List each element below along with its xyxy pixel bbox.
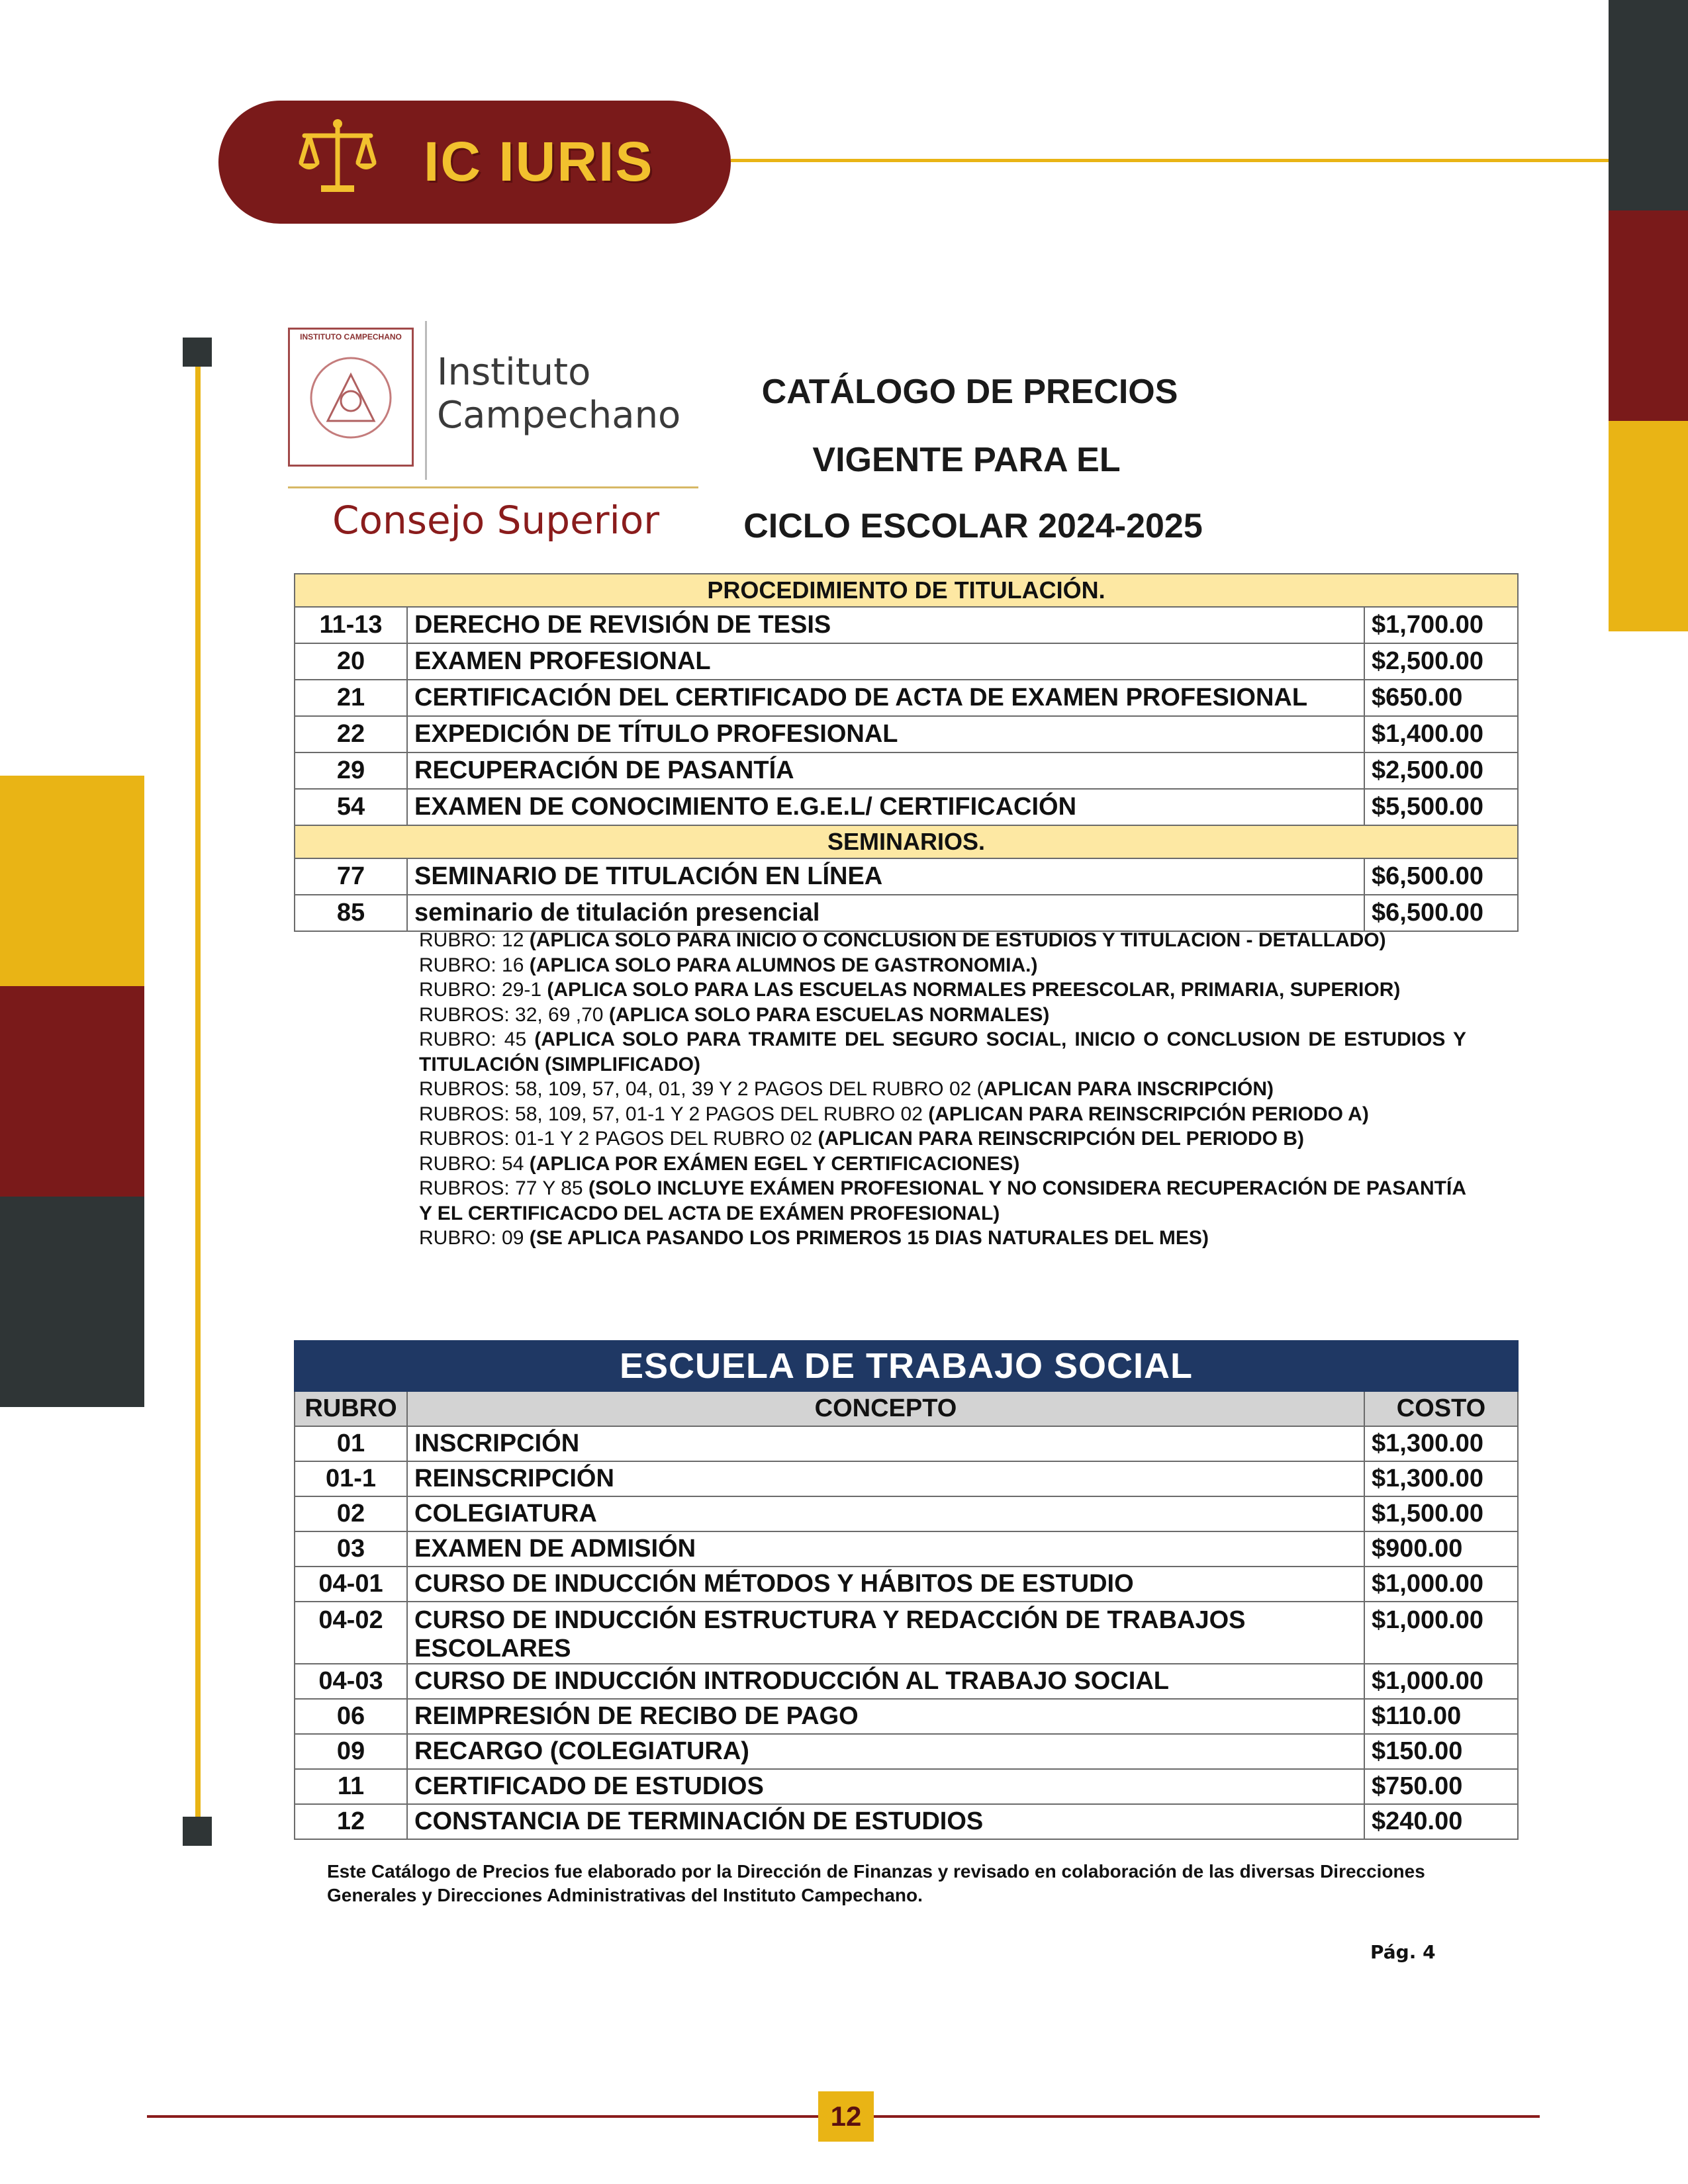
row-price: $1,300.00	[1364, 1461, 1518, 1496]
title-line-3: CICLO ESCOLAR 2024-2025	[743, 507, 1203, 545]
deco-block-right-gold	[1609, 421, 1688, 631]
note-detail: (APLICA SOLO PARA LAS ESCUELAS NORMALES PREESCOLAR, PRIMARIA, SUPERIOR)	[547, 979, 1401, 1001]
note-prefix: RUBRO: 29-1	[419, 979, 547, 1001]
row-concept: REIMPRESIÓN DE RECIBO DE PAGO	[407, 1699, 1364, 1734]
page-label: Pág. 4	[1370, 1941, 1436, 1963]
table-row	[295, 680, 1518, 716]
row-code: 04-03	[295, 1664, 407, 1699]
note-prefix: RUBROS: 77 Y 85	[419, 1177, 589, 1199]
row-price: $1,000.00	[1364, 1602, 1518, 1664]
footer-note: Este Catálogo de Precios fue elaborado por la Dirección de Finanzas y revisado en colaboración de las diversas Direcciones Generales y Direcciones Administrativas del Instituto Campechano.	[327, 1861, 1425, 1905]
row-code: 54	[295, 789, 407, 825]
row-price: $750.00	[1364, 1769, 1518, 1804]
deco-block-right-maroon	[1609, 210, 1688, 421]
table-row	[295, 789, 1518, 825]
table-row	[295, 1769, 1518, 1804]
deco-block-left-dark	[0, 1197, 144, 1407]
table-row	[295, 858, 1518, 895]
row-concept: RECARGO (COLEGIATURA)	[407, 1734, 1364, 1769]
table-row	[295, 607, 1518, 643]
row-code: 01	[295, 1426, 407, 1461]
table-row	[295, 1496, 1518, 1531]
row-price: $2,500.00	[1364, 643, 1518, 680]
row-code: 11-13	[295, 607, 407, 643]
note-line	[419, 953, 1466, 978]
row-price: $1,500.00	[1364, 1496, 1518, 1531]
note-line	[419, 1152, 1466, 1177]
row-code: 22	[295, 716, 407, 752]
row-concept: SEMINARIO DE TITULACIÓN EN LÍNEA	[407, 858, 1364, 895]
table-header-row	[295, 1391, 1518, 1426]
table-row	[295, 895, 1518, 931]
row-code: 77	[295, 858, 407, 895]
seal-text: INSTITUTO CAMPECHANO	[300, 332, 402, 341]
table-row	[295, 1567, 1518, 1602]
row-price: $2,500.00	[1364, 752, 1518, 789]
row-concept: EXAMEN DE ADMISIÓN	[407, 1531, 1364, 1567]
table-row	[295, 1734, 1518, 1769]
note-line	[419, 978, 1466, 1003]
row-code: 04-01	[295, 1567, 407, 1602]
row-price: $900.00	[1364, 1531, 1518, 1567]
table-row	[295, 1804, 1518, 1839]
deco-block-right-dark	[1609, 0, 1688, 210]
row-concept: INSCRIPCIÓN	[407, 1426, 1364, 1461]
logo-underline	[288, 486, 698, 488]
note-detail: (APLICA SOLO PARA TRAMITE DEL SEGURO SOCIAL, INICIO O CONCLUSION DE ESTUDIOS Y TITULACIÓN (SIMPLIFICADO)	[419, 1028, 1466, 1075]
row-concept: CONSTANCIA DE TERMINACIÓN DE ESTUDIOS	[407, 1804, 1364, 1839]
row-code: 04-02	[295, 1602, 407, 1664]
row-code: 06	[295, 1699, 407, 1734]
note-prefix: RUBRO: 54	[419, 1152, 530, 1175]
note-prefix: RUBROS: 32, 69 ,70	[419, 1003, 609, 1026]
table-row	[295, 1426, 1518, 1461]
row-code: 20	[295, 643, 407, 680]
row-price: $1,000.00	[1364, 1567, 1518, 1602]
row-concept: CERTIFICACIÓN DEL CERTIFICADO DE ACTA DE EXAMEN PROFESIONAL	[407, 680, 1364, 716]
table-row	[295, 1461, 1518, 1496]
note-line	[419, 1027, 1466, 1077]
row-price: $1,300.00	[1364, 1426, 1518, 1461]
note-prefix: RUBRO: 16	[419, 954, 530, 976]
institute-seal	[288, 328, 414, 467]
footer-rule-left	[147, 2115, 818, 2118]
logo-name-line2: Campechano	[437, 394, 681, 437]
row-concept: EXAMEN DE CONOCIMIENTO E.G.E.L/ CERTIFICACIÓN	[407, 789, 1364, 825]
table-row	[295, 1664, 1518, 1699]
deco-block-left-maroon	[0, 986, 144, 1197]
row-concept: EXAMEN PROFESIONAL	[407, 643, 1364, 680]
note-line	[419, 928, 1466, 953]
row-code: 21	[295, 680, 407, 716]
note-line	[419, 1003, 1466, 1028]
deco-block-left-gold	[0, 776, 144, 986]
row-price: $110.00	[1364, 1699, 1518, 1734]
table-row	[295, 643, 1518, 680]
row-concept: DERECHO DE REVISIÓN DE TESIS	[407, 607, 1364, 643]
section-title: PROCEDIMIENTO DE TITULACIÓN.	[295, 574, 1518, 607]
row-code: 02	[295, 1496, 407, 1531]
row-price: $1,400.00	[1364, 716, 1518, 752]
table-banner-row	[295, 1341, 1518, 1391]
note-detail: (APLICA SOLO PARA INICIO O CONCLUSION DE ESTUDIOS Y TITULACION - DETALLADO)	[529, 929, 1386, 951]
titulacion-table	[294, 573, 1519, 932]
row-concept: REINSCRIPCIÓN	[407, 1461, 1364, 1496]
row-code: 12	[295, 1804, 407, 1839]
row-price: $6,500.00	[1364, 895, 1518, 931]
note-detail: (SE APLICA PASANDO LOS PRIMEROS 15 DIAS NATURALES DEL MES)	[529, 1227, 1209, 1249]
section-header-row	[295, 574, 1518, 607]
table-row	[295, 716, 1518, 752]
row-price: $650.00	[1364, 680, 1518, 716]
row-concept: seminario de titulación presencial	[407, 895, 1364, 931]
row-code: 29	[295, 752, 407, 789]
table-row	[295, 1531, 1518, 1567]
note-detail: (APLICA POR EXÁMEN EGEL Y CERTIFICACIONES)	[529, 1152, 1020, 1175]
row-concept: CURSO DE INDUCCIÓN MÉTODOS Y HÁBITOS DE ESTUDIO	[407, 1567, 1364, 1602]
scales-of-justice-icon	[295, 116, 381, 202]
page-number: 12	[818, 2091, 874, 2142]
row-concept: RECUPERACIÓN DE PASANTÍA	[407, 752, 1364, 789]
footer-rule-right	[874, 2115, 1540, 2118]
note-detail: (APLICAN PARA REINSCRIPCIÓN PERIODO A)	[928, 1103, 1369, 1125]
row-price: $150.00	[1364, 1734, 1518, 1769]
note-line	[419, 1102, 1466, 1127]
row-price: $1,700.00	[1364, 607, 1518, 643]
column-header-costo: COSTO	[1364, 1391, 1518, 1426]
note-prefix: RUBRO: 12	[419, 929, 530, 951]
row-concept: CURSO DE INDUCCIÓN ESTRUCTURA Y REDACCIÓN DE TRABAJOS ESCOLARES	[407, 1602, 1364, 1664]
note-detail: APLICAN PARA INSCRIPCIÓN)	[983, 1078, 1274, 1100]
section-header-row	[295, 825, 1518, 858]
table-row	[295, 1699, 1518, 1734]
note-prefix: RUBROS: 01-1 Y 2 PAGOS DEL RUBRO 02	[419, 1128, 818, 1150]
logo-subtitle: Consejo Superior	[332, 498, 660, 543]
row-concept: COLEGIATURA	[407, 1496, 1364, 1531]
row-code: 01-1	[295, 1461, 407, 1496]
note-line	[419, 1176, 1466, 1226]
rail-marker-top	[183, 338, 212, 367]
header-rule	[731, 159, 1609, 162]
note-line	[419, 1077, 1466, 1102]
note-detail: (APLICA SOLO PARA ALUMNOS DE GASTRONOMIA.)	[529, 954, 1038, 976]
note-prefix: RUBRO: 45	[419, 1028, 535, 1050]
row-code: 85	[295, 895, 407, 931]
row-price: $6,500.00	[1364, 858, 1518, 895]
brand-title: IC IURIS	[424, 130, 654, 193]
note-detail: (SOLO INCLUYE EXÁMEN PROFESIONAL Y NO CONSIDERA RECUPERACIÓN DE PASANTÍA Y EL CERTIFICACDO DEL ACTA DE EXÁMEN PROFESIONAL)	[419, 1177, 1466, 1224]
left-rail	[195, 351, 201, 1827]
row-concept: CERTIFICADO DE ESTUDIOS	[407, 1769, 1364, 1804]
notes-block	[419, 928, 1466, 1251]
row-price: $1,000.00	[1364, 1664, 1518, 1699]
section-title: SEMINARIOS.	[295, 825, 1518, 858]
trabajo-social-table	[294, 1340, 1519, 1840]
table-banner: ESCUELA DE TRABAJO SOCIAL	[295, 1341, 1518, 1391]
title-line-2: VIGENTE PARA EL	[812, 441, 1121, 479]
seal-emblem	[301, 348, 400, 447]
note-line	[419, 1226, 1466, 1251]
logo-name-line1: Instituto	[437, 351, 591, 394]
table-row	[295, 1602, 1518, 1664]
table-row	[295, 752, 1518, 789]
note-prefix: RUBROS: 58, 109, 57, 01-1 Y 2 PAGOS DEL RUBRO 02	[419, 1103, 929, 1125]
logo-divider	[425, 321, 427, 480]
row-code: 03	[295, 1531, 407, 1567]
row-concept: EXPEDICIÓN DE TÍTULO PROFESIONAL	[407, 716, 1364, 752]
row-price: $5,500.00	[1364, 789, 1518, 825]
column-header-concepto: CONCEPTO	[407, 1391, 1364, 1426]
title-line-1: CATÁLOGO DE PRECIOS	[761, 373, 1178, 411]
rail-marker-bottom	[183, 1817, 212, 1846]
note-prefix: RUBROS: 58, 109, 57, 04, 01, 39 Y 2 PAGOS DEL RUBRO 02 (	[419, 1078, 984, 1100]
column-header-rubro: RUBRO	[295, 1391, 407, 1426]
row-code: 09	[295, 1734, 407, 1769]
note-detail: (APLICAN PARA REINSCRIPCIÓN DEL PERIODO B)	[818, 1128, 1304, 1150]
row-concept: CURSO DE INDUCCIÓN INTRODUCCIÓN AL TRABAJO SOCIAL	[407, 1664, 1364, 1699]
note-line	[419, 1126, 1466, 1152]
note-prefix: RUBRO: 09	[419, 1227, 530, 1249]
note-detail: (APLICA SOLO PARA ESCUELAS NORMALES)	[608, 1003, 1050, 1026]
row-code: 11	[295, 1769, 407, 1804]
row-price: $240.00	[1364, 1804, 1518, 1839]
